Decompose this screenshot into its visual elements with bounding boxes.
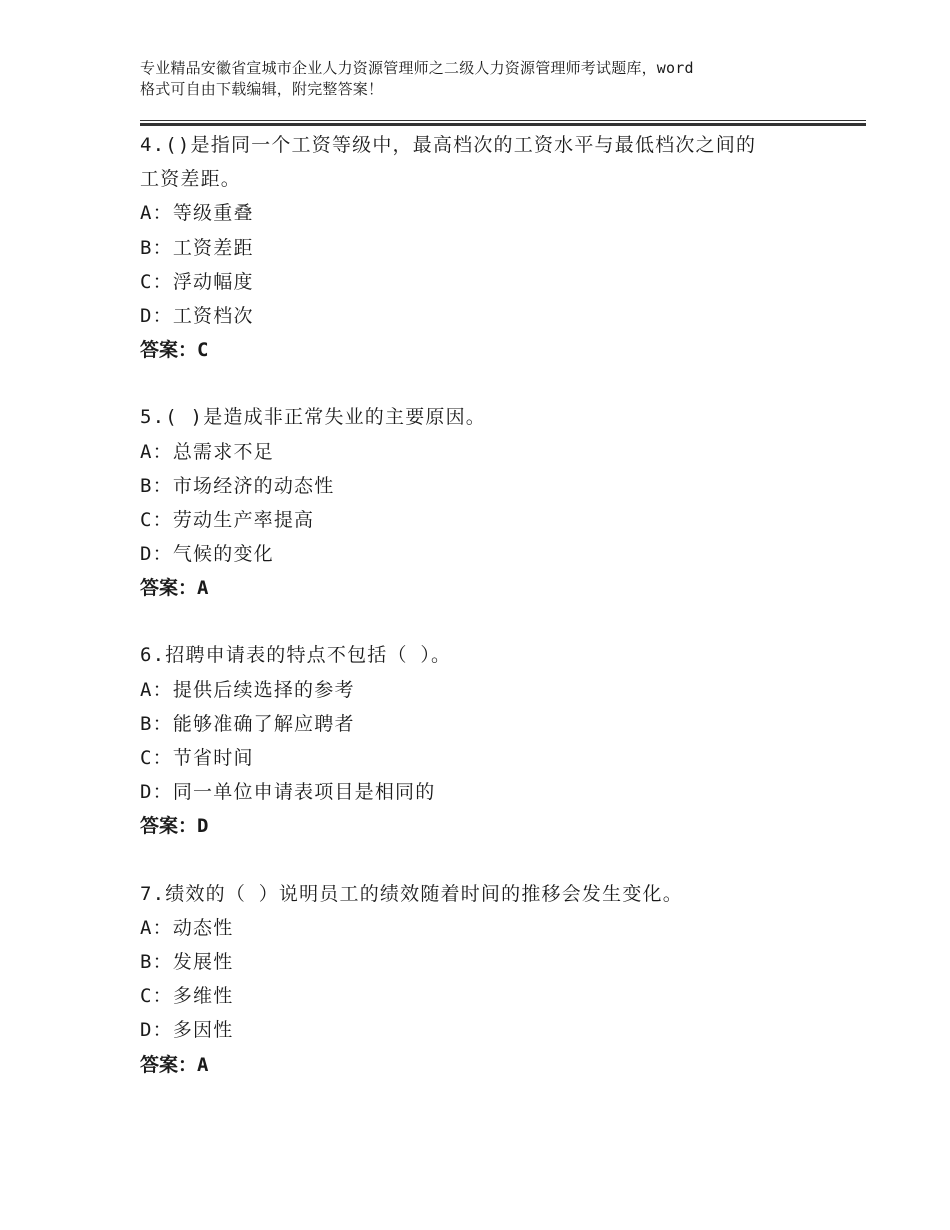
option-a: A：总需求不足 xyxy=(140,440,274,463)
option-a: A：等级重叠 xyxy=(140,202,254,225)
question-stem-line: 7.绩效的（ ）说明员工的绩效随着时间的推移会发生变化。 xyxy=(140,882,683,905)
header-line-1: 专业精品安徽省宣城市企业人力资源管理师之二级人力资源管理师考试题库，word xyxy=(140,59,694,77)
option-c: C：节省时间 xyxy=(140,747,254,769)
option-b: B：市场经济的动态性 xyxy=(140,474,335,497)
option-d: D：工资档次 xyxy=(140,304,254,327)
option-a: A：提供后续选择的参考 xyxy=(140,678,355,701)
answer-label: 答案：A xyxy=(140,1053,209,1076)
answer-label: 答案：C xyxy=(140,339,209,362)
answer-label: 答案：A xyxy=(140,577,209,600)
question-list xyxy=(140,128,866,1115)
question-6 xyxy=(140,638,866,843)
header-line-2: 格式可自由下载编辑，附完整答案！ xyxy=(140,80,384,98)
page-header xyxy=(140,58,840,100)
question-stem-line: 6.招聘申请表的特点不包括（ ）。 xyxy=(140,644,452,667)
option-c: C：浮动幅度 xyxy=(140,270,254,293)
option-d: D：气候的变化 xyxy=(140,543,274,566)
question-5 xyxy=(140,400,866,605)
option-a: A：动态性 xyxy=(140,916,234,939)
option-b: B：工资差距 xyxy=(140,236,254,259)
question-4 xyxy=(140,128,866,367)
option-d: D：同一单位申请表项目是相同的 xyxy=(140,781,436,804)
option-d: D：多因性 xyxy=(140,1019,234,1042)
option-c: C：劳动生产率提高 xyxy=(140,508,315,531)
question-7 xyxy=(140,877,866,1082)
answer-label: 答案：D xyxy=(140,815,209,838)
option-b: B：发展性 xyxy=(140,950,234,973)
header-divider xyxy=(140,120,866,126)
option-c: C：多维性 xyxy=(140,985,234,1008)
option-b: B：能够准确了解应聘者 xyxy=(140,712,355,735)
question-stem-line: 5.( )是造成非正常失业的主要原因。 xyxy=(140,406,486,429)
question-stem-line: 工资差距。 xyxy=(140,168,242,191)
question-stem-line: 4.()是指同一个工资等级中，最高档次的工资水平与最低档次之间的 xyxy=(140,134,757,156)
